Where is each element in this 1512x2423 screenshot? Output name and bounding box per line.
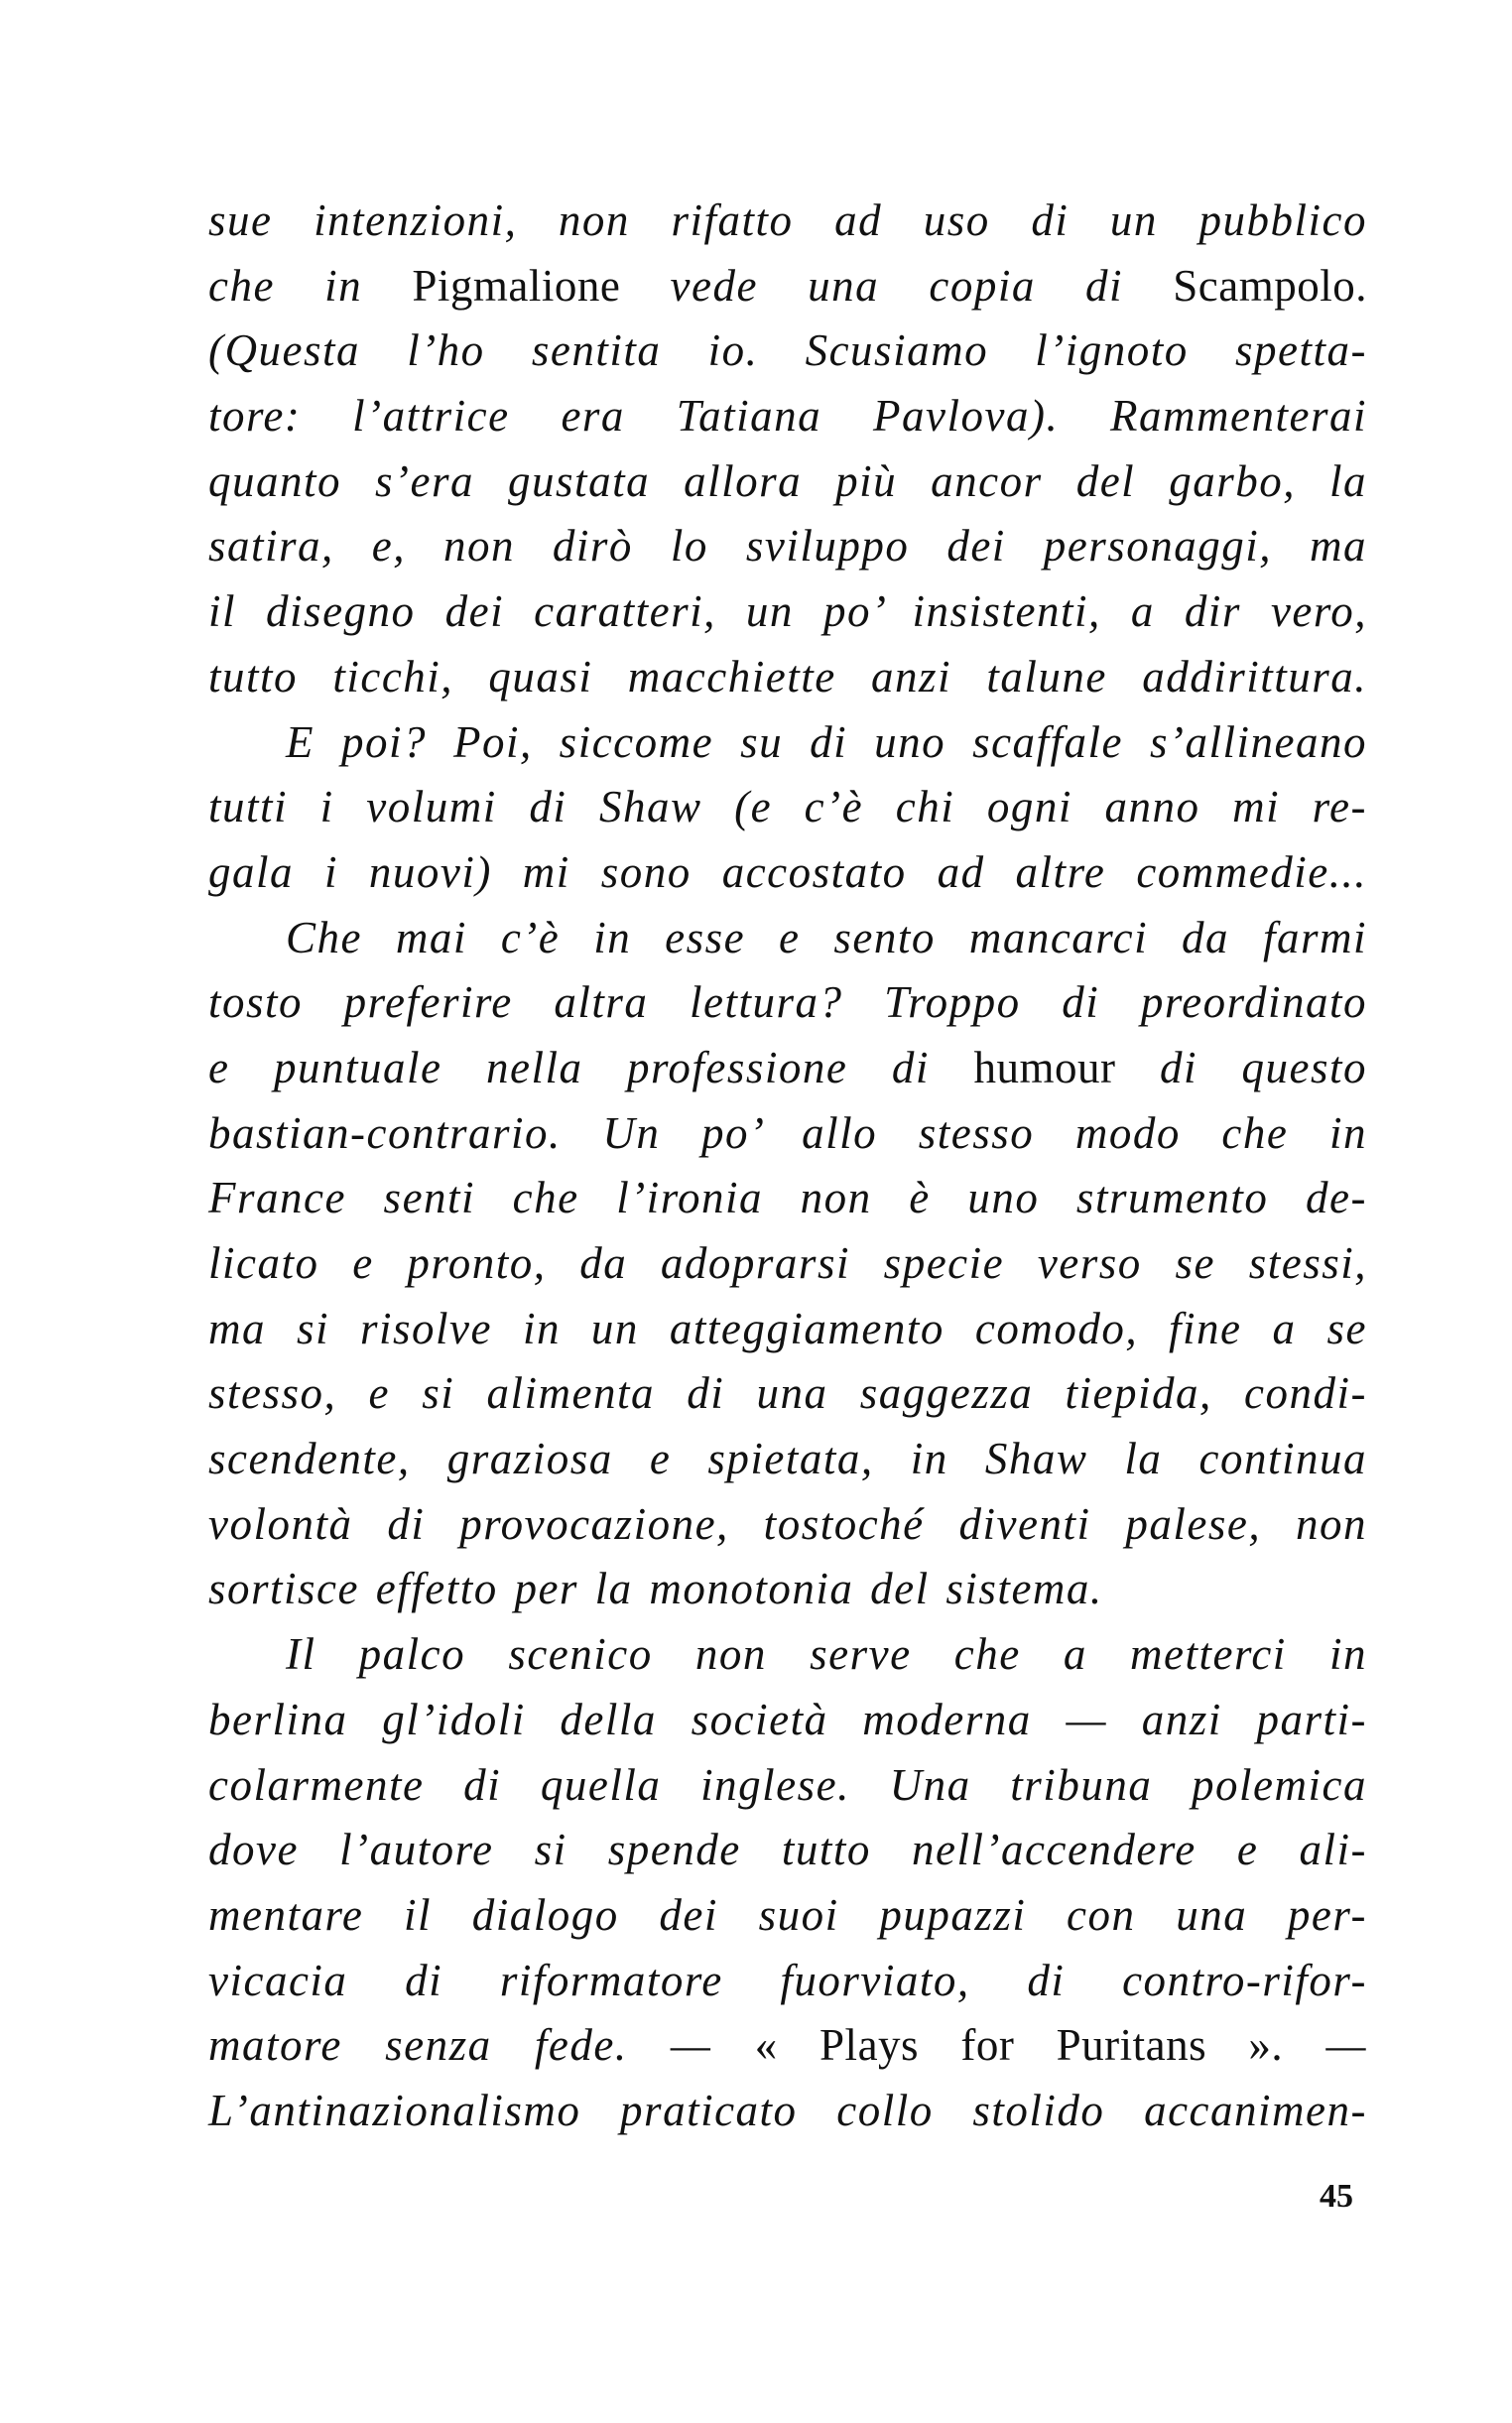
text-segment: il disegno dei caratteri, un po’ insistenti, a dir vero, — [208, 586, 1367, 637]
text-line — [208, 970, 1367, 1036]
text-line — [208, 1492, 1367, 1558]
text-line — [208, 775, 1367, 840]
text-segment: tore: l’attrice era Tatiana Pavlova). Rammenterai — [208, 391, 1367, 442]
text-line — [208, 1166, 1367, 1231]
text-segment: matore senza fede. — — [208, 2020, 755, 2071]
text-segment: Che mai c’è in esse e sento mancarci da farmi — [286, 912, 1367, 962]
text-line — [208, 1622, 1367, 1688]
text-segment: gala i nuovi) mi sono accostato ad altre commedie... — [208, 846, 1367, 897]
text-line — [208, 1688, 1367, 1753]
text-segment: Scampolo. — [1173, 260, 1367, 311]
text-segment: Il palco scenico non serve che a metterci in — [286, 1629, 1367, 1680]
text-line — [208, 1818, 1367, 1883]
text-segment: dove l’autore si spende tutto nell’accendere e ali- — [208, 1825, 1367, 1875]
text-segment: quanto s’era gustata allora più ancor del garbo, la — [208, 455, 1367, 506]
text-segment: stesso, e si alimenta di una saggezza tiepida, condi- — [208, 1368, 1367, 1419]
text-line — [208, 1361, 1367, 1427]
text-line — [208, 1883, 1367, 1949]
text-segment: humour — [973, 1042, 1116, 1092]
text-line — [208, 645, 1367, 710]
text-line — [208, 384, 1367, 449]
text-line — [208, 189, 1367, 254]
text-segment: mentare il dialogo dei suoi pupazzi con una per- — [208, 1889, 1367, 1940]
text-line — [208, 1949, 1367, 2014]
text-segment: satira, e, non dirò lo sviluppo dei personaggi, ma — [208, 521, 1367, 572]
text-segment: L’antinazionalismo praticato collo stolido accanimen- — [208, 2085, 1367, 2135]
text-line — [208, 1101, 1367, 1167]
text-line — [208, 1753, 1367, 1819]
text-line — [208, 1427, 1367, 1492]
text-segment: scendente, graziosa e spietata, in Shaw la continua — [208, 1434, 1367, 1484]
text-segment: (Questa l’ho sentita io. Scusiamo l’ignoto spetta- — [208, 325, 1367, 376]
text-line — [208, 2013, 1367, 2079]
text-segment: e puntuale nella professione di — [208, 1042, 974, 1092]
text-segment: bastian-contrario. Un po’ allo stesso modo che in — [208, 1107, 1367, 1158]
text-segment: sortisce effetto per la monotonia del sistema. — [208, 1564, 1103, 1614]
text-segment: vede una copia di — [620, 260, 1174, 311]
text-line — [208, 254, 1367, 319]
text-segment: colarmente di quella inglese. Una tribuna polemica — [208, 1759, 1367, 1810]
text-line — [208, 710, 1367, 776]
text-segment: ma si risolve in un atteggiamento comodo, fine a se — [208, 1303, 1367, 1353]
text-segment: tosto preferire altra lettura? Troppo di preordinato — [208, 977, 1367, 1028]
text-line — [208, 906, 1367, 971]
text-line — [208, 319, 1367, 384]
text-segment: berlina gl’idoli della società moderna — anzi parti- — [208, 1694, 1367, 1744]
text-line — [208, 840, 1367, 906]
text-segment: « Plays for Puritans ». — [754, 2020, 1284, 2071]
text-line — [208, 2079, 1367, 2144]
text-segment: tutti i volumi di Shaw (e c’è chi ogni anno mi re- — [208, 782, 1367, 832]
text-segment: che in — [208, 260, 413, 311]
text-line — [208, 1036, 1367, 1101]
text-segment: volontà di provocazione, tostoché diventi palese, non — [208, 1498, 1367, 1549]
text-line — [208, 449, 1367, 515]
text-segment: licato e pronto, da adoprarsi specie verso se stessi, — [208, 1238, 1367, 1288]
text-segment: France senti che l’ironia non è uno strumento de- — [208, 1173, 1367, 1223]
text-segment: di questo — [1115, 1042, 1367, 1092]
text-segment: sue intenzioni, non rifatto ad uso di un pubblico — [208, 195, 1367, 245]
text-segment: tutto ticchi, quasi macchiette anzi talune addirittura. — [208, 651, 1367, 701]
text-line — [208, 1297, 1367, 1362]
text-segment: vicacia di riformatore fuorviato, di contro-rifor- — [208, 1955, 1367, 2005]
page-number: 45 — [1320, 2178, 1353, 2215]
text-line — [208, 1557, 1367, 1622]
text-segment: Pigmalione — [412, 260, 621, 311]
text-line — [208, 579, 1367, 645]
text-segment: — — [1283, 2020, 1368, 2071]
text-line — [208, 1231, 1367, 1297]
text-segment: E poi? Poi, siccome su di uno scaffale s’allineano — [286, 716, 1367, 767]
text-line — [208, 514, 1367, 579]
body-text — [208, 189, 1367, 2144]
